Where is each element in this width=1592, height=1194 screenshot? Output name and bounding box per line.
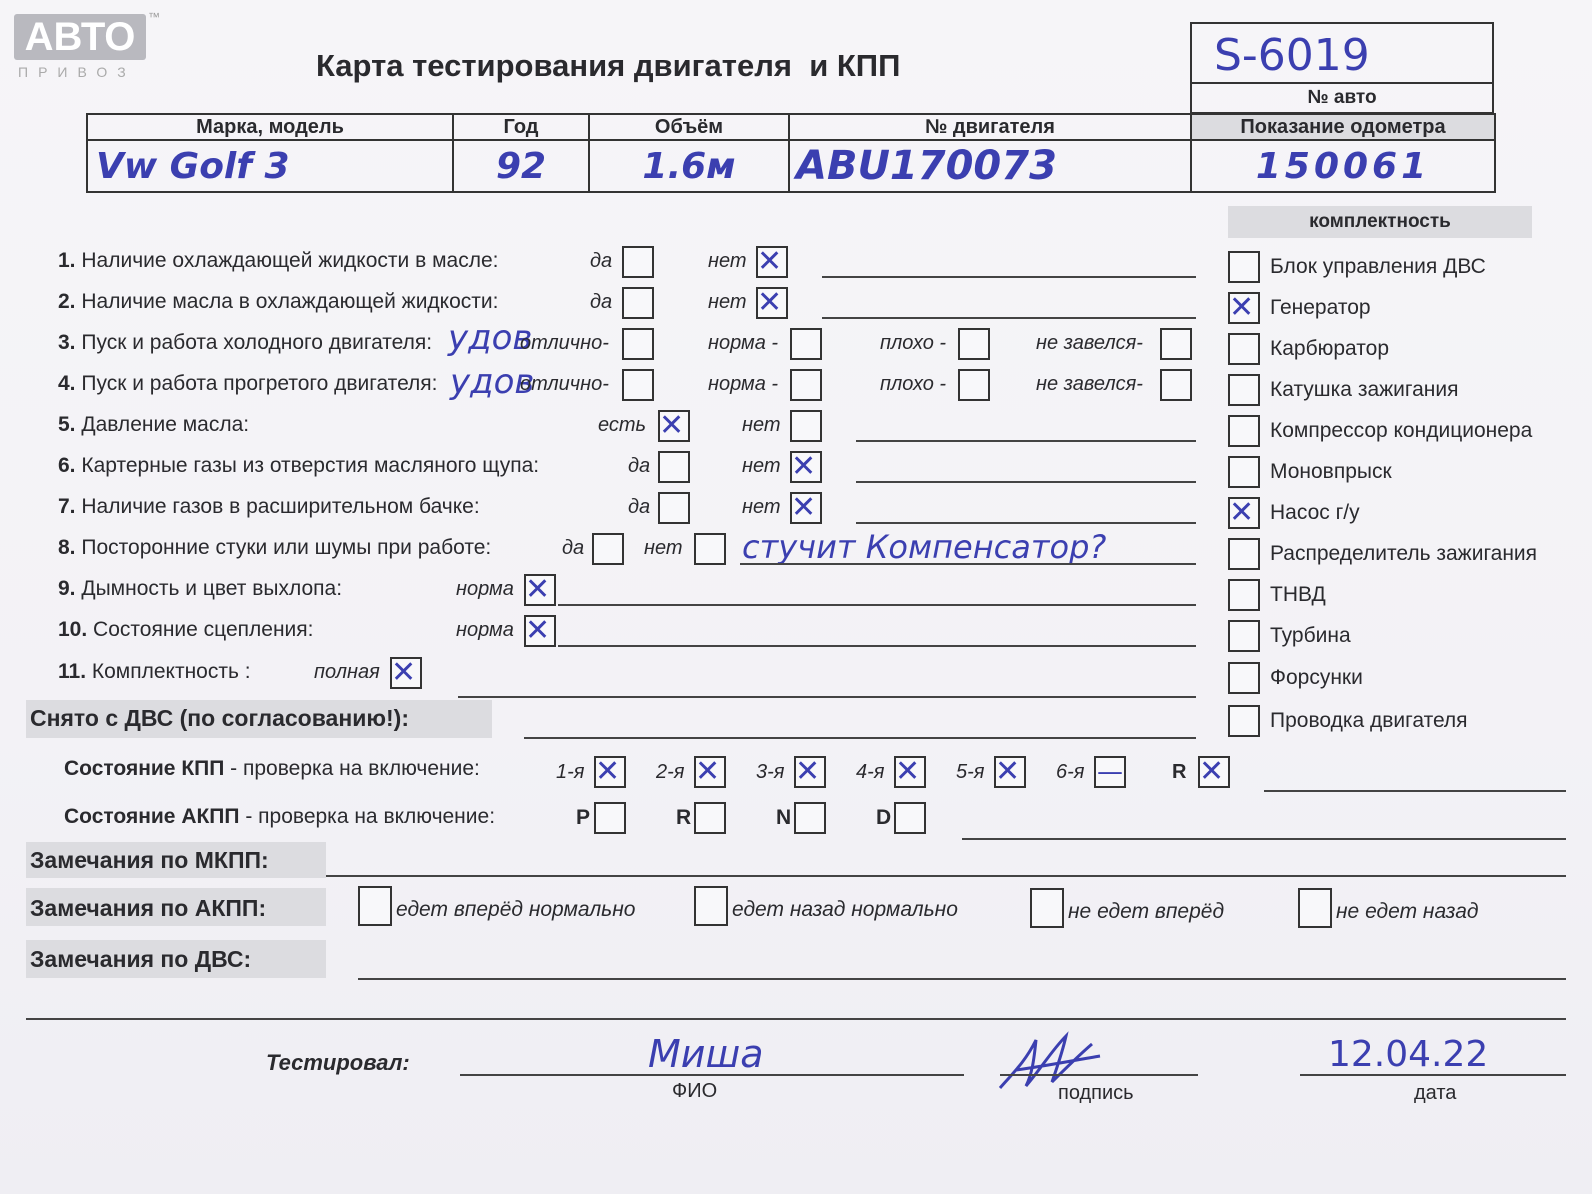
item-2-no-checkbox[interactable] [756, 287, 788, 319]
checkmark: ✕ [595, 754, 621, 789]
kit-ac-compressor-checkbox[interactable] [1228, 415, 1260, 447]
remarks-akpp-label: Замечания по АКПП: [30, 895, 267, 921]
checkmark: ✕ [1229, 495, 1255, 530]
vehicle-header-table [86, 113, 1496, 193]
logo-main: АВТО [14, 14, 146, 60]
item-4-nostart-checkbox[interactable] [1160, 369, 1192, 401]
item-9-norm-label: норма [456, 578, 514, 600]
akpp-d-checkbox[interactable] [894, 802, 926, 834]
checkmark: ✕ [791, 490, 817, 525]
checkmark: ✕ [895, 754, 921, 789]
kit-turbo-label: Турбина [1270, 624, 1351, 647]
item-5-yes-label: есть [598, 414, 647, 436]
akpp-label [64, 805, 495, 829]
col-engine-no: № двигателя [789, 114, 1191, 140]
col-odometer: Показание одометра [1191, 114, 1495, 140]
item-8-no-checkbox[interactable] [694, 533, 726, 565]
kit-turbo-checkbox[interactable] [1228, 620, 1260, 652]
kit-power-steering-pump-label: Насос г/у [1270, 501, 1360, 524]
item-4-bad-label: плохо - [880, 373, 947, 395]
item-7-no-checkbox[interactable] [790, 492, 822, 524]
akpp-forward-ok-checkbox[interactable] [358, 886, 392, 926]
item-7-yes-label: да [628, 496, 651, 518]
auto-number-label [1192, 82, 1492, 112]
logo [14, 10, 160, 84]
item-3-excellent-label: отлично- [520, 332, 609, 354]
akpp-label-bold: Состояние АКПП [64, 805, 240, 828]
akpp-reverse-ok-checkbox[interactable] [694, 886, 728, 926]
cell-odometer [1191, 140, 1495, 192]
item-1-no-label: нет [708, 250, 747, 272]
gear-2-checkbox[interactable] [694, 756, 726, 788]
logo-sub: ПРИВОЗ [18, 64, 136, 80]
item-4-normal-label: норма - [708, 373, 779, 395]
gear-5-checkbox[interactable] [994, 756, 1026, 788]
item-7 [58, 495, 480, 519]
item-3-normal-checkbox[interactable] [790, 328, 822, 360]
item-text: Давление масла: [81, 413, 250, 436]
kit-distributor-checkbox[interactable] [1228, 538, 1260, 570]
kpp-label-bold: Состояние КПП [64, 757, 225, 780]
checkmark: ✕ [525, 613, 551, 648]
kpp-label [64, 757, 480, 781]
item-3-nostart-checkbox[interactable] [1160, 328, 1192, 360]
dash-mark: — [1097, 757, 1123, 787]
item-9-norm-checkbox[interactable] [524, 574, 556, 606]
item-number: 8. [58, 536, 76, 559]
item-6-no-label: нет [742, 455, 781, 477]
gear-6-checkbox[interactable] [1094, 756, 1126, 788]
col-year: Год [453, 114, 589, 140]
checkmark: ✕ [659, 408, 685, 443]
item-10-norm-label: норма [456, 619, 514, 641]
header-row-labels [87, 114, 1495, 140]
value-engine-no: ABU170073 [796, 143, 1057, 189]
item-1-yes-checkbox[interactable] [622, 246, 654, 278]
checkmark: ✕ [695, 754, 721, 789]
item-8-no-label: нет [644, 537, 683, 559]
kpp-note-line [1264, 790, 1566, 792]
item-3 [58, 331, 432, 355]
kit-generator-checkbox[interactable] [1228, 292, 1260, 324]
akpp-r-checkbox[interactable] [694, 802, 726, 834]
kit-carburetor-checkbox[interactable] [1228, 333, 1260, 365]
kit-mono-injection-label: Моновпрыск [1270, 460, 1392, 483]
gear-2-label: 2-я [656, 761, 685, 783]
item-number: 2. [58, 290, 76, 313]
date-line [1300, 1074, 1566, 1076]
checkmark: ✕ [1229, 290, 1255, 325]
removed-label: Снято с ДВС (по согласованию!): [30, 705, 409, 731]
item-7-yes-checkbox[interactable] [658, 492, 690, 524]
item-text: Пуск и работа прогретого двигателя: [81, 372, 438, 395]
item-9 [58, 577, 342, 601]
item-1-note-line [822, 276, 1196, 278]
item-11 [58, 660, 251, 684]
date-label: дата [1414, 1082, 1457, 1104]
item-number: 6. [58, 454, 76, 477]
tester-name: Миша [648, 1032, 764, 1076]
kit-injection-pump-label: ТНВД [1270, 583, 1326, 606]
item-6 [58, 454, 539, 478]
kit-wiring-checkbox[interactable] [1228, 705, 1260, 737]
item-7-note-line [856, 522, 1196, 524]
item-3-nostart-label: не завелся- [1036, 332, 1143, 354]
kpp-label-rest: - проверка на включение: [224, 757, 480, 780]
item-2-note-line [822, 317, 1196, 319]
akpp-d-label: D [876, 806, 892, 829]
akpp-no-reverse-label: не едет назад [1336, 900, 1479, 923]
remarks-mkpp-line [326, 875, 1566, 877]
remarks-dvs-label: Замечания по ДВС: [30, 946, 252, 972]
checkmark: ✕ [1199, 754, 1225, 789]
kit-mono-injection-checkbox[interactable] [1228, 456, 1260, 488]
item-2-yes-label: да [590, 291, 613, 313]
logo-trademark: ™ [148, 10, 160, 24]
item-6-no-checkbox[interactable] [790, 451, 822, 483]
auto-number-value: S-6019 [1214, 30, 1370, 81]
item-2-no-label: нет [708, 291, 747, 313]
gear-3-label: 3-я [756, 761, 785, 783]
value-odometer: 150061 [1255, 145, 1431, 187]
gear-r-label: R [1172, 761, 1187, 783]
item-number: 7. [58, 495, 76, 518]
kit-injectors-checkbox[interactable] [1228, 662, 1260, 694]
item-8-yes-checkbox[interactable] [592, 533, 624, 565]
item-5-no-label: нет [742, 414, 781, 436]
akpp-no-reverse-checkbox[interactable] [1298, 888, 1332, 928]
kit-wiring-label: Проводка двигателя [1270, 709, 1468, 732]
item-text: Наличие охлаждающей жидкости в масле: [81, 249, 499, 272]
remarks-mkpp-label: Замечания по МКПП: [30, 847, 269, 873]
item-1-yes-label: да [590, 250, 613, 272]
kit-ignition-coil-label: Катушка зажигания [1270, 378, 1459, 401]
checkmark: ✕ [757, 285, 783, 320]
checkmark: ✕ [391, 655, 417, 690]
gear-5-label: 5-я [956, 761, 985, 783]
item-11-full-checkbox[interactable] [390, 657, 422, 689]
item-3-bad-checkbox[interactable] [958, 328, 990, 360]
signature-label: подпись [1058, 1082, 1134, 1104]
gear-6-label: 6-я [1056, 761, 1085, 783]
checkmark: ✕ [795, 754, 821, 789]
item-number: 11. [58, 660, 87, 683]
item-2 [58, 290, 498, 314]
item-5-no-checkbox[interactable] [790, 410, 822, 442]
akpp-n-checkbox[interactable] [794, 802, 826, 834]
akpp-note-line [962, 838, 1566, 840]
cell-engine-no [789, 140, 1191, 192]
item-11-full-label: полная [314, 661, 380, 683]
item-10-note-line [558, 645, 1196, 647]
item-text: Дымность и цвет выхлопа: [81, 577, 343, 600]
checkmark: ✕ [995, 754, 1021, 789]
cell-year [453, 140, 589, 192]
item-3-note: удов [448, 318, 533, 358]
item-number: 10. [58, 618, 88, 641]
item-text: Состояние сцепления: [93, 618, 314, 641]
akpp-p-checkbox[interactable] [594, 802, 626, 834]
item-4-normal-checkbox[interactable] [790, 369, 822, 401]
item-10 [58, 618, 313, 642]
item-2-yes-checkbox[interactable] [622, 287, 654, 319]
remarks-dvs-line-1 [358, 978, 1566, 980]
item-8-yes-label: да [562, 537, 585, 559]
kit-title: комплектность [1309, 211, 1451, 232]
item-6-note-line [856, 481, 1196, 483]
item-8-note-line [740, 563, 1196, 565]
value-make-model: Vw Golf 3 [96, 145, 290, 187]
kit-ecu-checkbox[interactable] [1228, 251, 1260, 283]
item-4-excellent-label: отлично- [520, 373, 609, 395]
checkmark: ✕ [525, 572, 551, 607]
checkmark: ✕ [791, 449, 817, 484]
kit-generator-label: Генератор [1270, 296, 1371, 319]
kit-ecu-label: Блок управления ДВС [1270, 255, 1486, 278]
kit-injection-pump-checkbox[interactable] [1228, 579, 1260, 611]
item-3-normal-label: норма - [708, 332, 779, 354]
gear-3-checkbox[interactable] [794, 756, 826, 788]
akpp-forward-ok-label: едет вперёд нормально [396, 898, 636, 921]
tested-by-label: Тестировал: [266, 1050, 410, 1075]
gear-1-label: 1-я [556, 761, 585, 783]
akpp-no-forward-label: не едет вперёд [1068, 900, 1225, 923]
item-5-yes-checkbox[interactable] [658, 410, 690, 442]
item-number: 9. [58, 577, 76, 600]
item-text: Наличие газов в расширительном бачке: [81, 495, 480, 518]
kit-ignition-coil-checkbox[interactable] [1228, 374, 1260, 406]
item-number: 4. [58, 372, 76, 395]
item-4-bad-checkbox[interactable] [958, 369, 990, 401]
item-4-note: удов [450, 362, 535, 402]
checkmark: ✕ [757, 244, 783, 279]
kit-ac-compressor-label: Компрессор кондиционера [1270, 419, 1533, 442]
auto-number-box [1190, 22, 1494, 114]
gear-4-label: 4-я [856, 761, 885, 783]
value-year: 92 [495, 145, 547, 187]
item-3-bad-label: плохо - [880, 332, 947, 354]
item-4 [58, 372, 438, 396]
item-11-note-line [458, 696, 1196, 698]
akpp-p-label: P [576, 806, 591, 829]
item-3-excellent-checkbox[interactable] [622, 328, 654, 360]
fio-line [460, 1074, 964, 1076]
signature-line [1000, 1074, 1198, 1076]
col-make-model: Марка, модель [87, 114, 453, 140]
item-number: 3. [58, 331, 76, 354]
item-9-note-line [558, 604, 1196, 606]
gear-1-checkbox[interactable] [594, 756, 626, 788]
date-value: 12.04.22 [1328, 1034, 1489, 1075]
item-number: 5. [58, 413, 76, 436]
item-text: Пуск и работа холодного двигателя: [81, 331, 433, 354]
gear-4-checkbox[interactable] [894, 756, 926, 788]
item-10-norm-checkbox[interactable] [524, 615, 556, 647]
header-row-values [87, 140, 1495, 192]
item-6-yes-checkbox[interactable] [658, 451, 690, 483]
item-4-excellent-checkbox[interactable] [622, 369, 654, 401]
item-8 [58, 536, 491, 560]
fio-label: ФИО [672, 1080, 718, 1102]
akpp-no-forward-checkbox[interactable] [1030, 888, 1064, 928]
item-5 [58, 413, 249, 437]
item-7-no-label: нет [742, 496, 781, 518]
removed-line [524, 737, 1196, 739]
page-title: Карта тестирования двигателя и КПП [316, 48, 901, 83]
value-volume: 1.6м [642, 145, 736, 187]
akpp-n-label: N [776, 806, 792, 829]
auto-number-label-text: № авто [1307, 87, 1377, 108]
item-text: Комплектность : [91, 660, 251, 683]
kit-distributor-label: Распределитель зажигания [1270, 542, 1538, 565]
item-1-no-checkbox[interactable] [756, 246, 788, 278]
akpp-reverse-ok-label: едет назад нормально [732, 898, 958, 921]
item-text: Картерные газы из отверстия масляного щупа: [81, 454, 540, 477]
akpp-label-rest: - проверка на включение: [239, 805, 496, 828]
item-text: Наличие масла в охлаждающей жидкости: [81, 290, 499, 313]
item-6-yes-label: да [628, 455, 651, 477]
item-number: 1. [58, 249, 76, 272]
remarks-dvs-line-2 [26, 1018, 1566, 1020]
item-5-note-line [856, 440, 1196, 442]
akpp-r-label: R [676, 806, 692, 829]
kit-injectors-label: Форсунки [1270, 666, 1363, 689]
cell-volume [589, 140, 789, 192]
gear-r-checkbox[interactable] [1198, 756, 1230, 788]
item-4-nostart-label: не завелся- [1036, 373, 1143, 395]
col-volume: Объём [589, 114, 789, 140]
kit-carburetor-label: Карбюратор [1270, 337, 1390, 360]
item-8-note: стучит Компенсатор? [742, 528, 1107, 566]
cell-make-model [87, 140, 453, 192]
item-text: Посторонние стуки или шумы при работе: [81, 536, 492, 559]
kit-power-steering-pump-checkbox[interactable] [1228, 497, 1260, 529]
item-1 [58, 249, 498, 273]
